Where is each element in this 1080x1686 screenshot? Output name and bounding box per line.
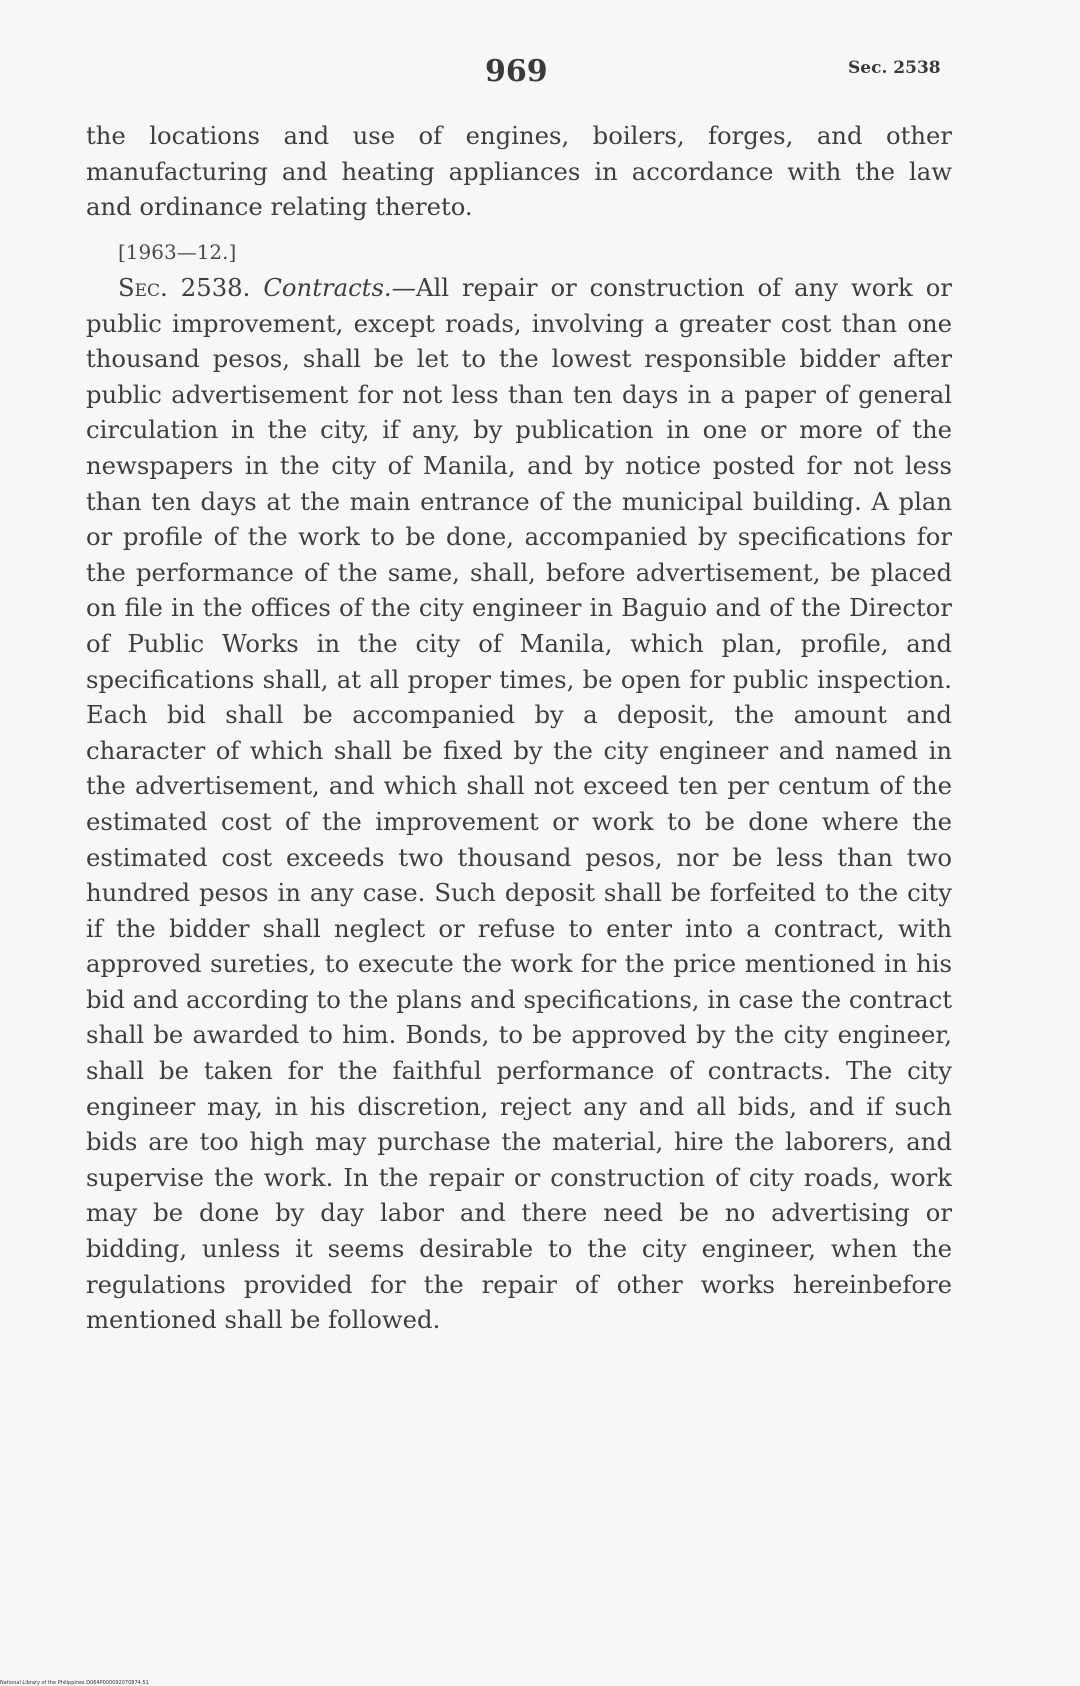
section-label: Sec. 2538. [118, 273, 251, 302]
section-body-text: All repair or construction of any work or public improvement, except roads, involving a greater cost than one thousand pesos, shall be let to the lowest responsible bidder after public advertisement for not less than ten days in a paper of general circulation in the city, if any, by publication in one or more of the newspapers in the city of Manila, and by notice posted for not less than ten days at the main entrance of the municipal building. A plan or profile of the work to be done, accompanied by specifications for the performance of the same, shall, before advertisement, be placed on file in the offices of the city engineer in Baguio and of the Director of Public Works in the city of Manila, which plan, profile, and specifications shall, at all proper times, be open for public inspection. Each bid shall be accompanied by a deposit, the amount and character of which shall be fixed by the city engineer and named in the advertisement, and which shall not exceed ten per centum of the estimated cost of the improvement or work to be done where the estimated cost exceeds two thousand pesos, nor be less than two hundred pesos in any case. Such deposit shall be forfeited to the city if the bidder shall neglect or refuse to enter into a contract, with approved sureties, to execute the work for the price mentioned in his bid and according to the plans and specifications, in case the contract shall be awarded to him. Bonds, to be approved by the city engineer, shall be taken for the faithful performance of contracts. The city engineer may, in his discretion, reject any and all bids, and if such bids are too high may purchase the material, hire the laborers, and supervise the work. In the repair or construction of city roads, work may be done by day labor and there need be no advertising or bidding, unless it seems desirable to the city engineer, when the regulations provided for the repair of other works hereinbefore mentioned shall be followed. [86, 273, 952, 1335]
footer-note: National Library of the Philippines D064P000092070874 51 [0, 1680, 149, 1686]
section-paragraph [86, 270, 952, 1338]
citation: [1963—12.] [118, 240, 237, 264]
page-number: 969 [485, 54, 548, 89]
continuation-paragraph: the locations and use of engines, boilers, forges, and other manufacturing and heating appliances in accordance with the law and ordinance relating thereto. [86, 121, 952, 222]
section-reference: Sec. 2538 [848, 58, 941, 78]
section-title: Contracts.— [263, 273, 416, 302]
